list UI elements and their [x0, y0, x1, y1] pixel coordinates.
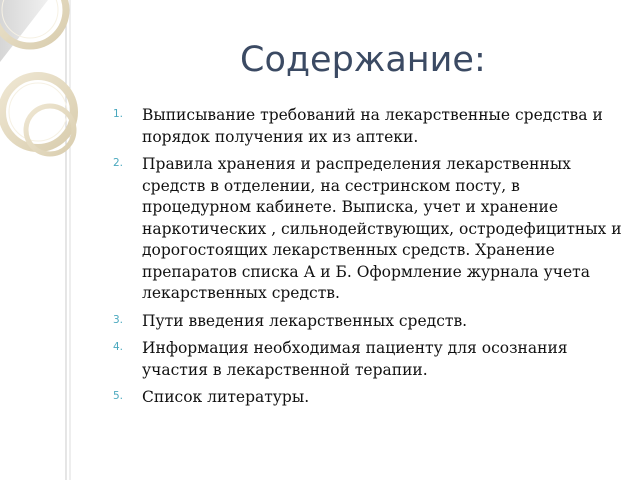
list-item — [113, 105, 628, 148]
slide-title: Содержание: — [240, 40, 486, 80]
list-item-number: 4. — [113, 341, 124, 353]
list-item-number: 1. — [113, 108, 124, 120]
contents-list — [113, 105, 628, 409]
list-item-text: Список литературы. — [142, 388, 310, 406]
list-item-text: Правила хранения и распределения лекарственных средств в отделении, на сестринском посту, в процедурном кабинете. Выписка, учет и хранение наркотических , сильнодействующих, остродефицитных и дорогостоящих лекарственных средств. Хранение препаратов списка А и Б. Оформление журнала учета лекарственных средств. — [142, 155, 622, 302]
list-item-text: Пути введения лекарственных средств. — [142, 311, 468, 330]
corner-wedge-shape — [0, 0, 48, 62]
list-item-number: 5. — [113, 390, 124, 402]
list-item — [113, 338, 628, 381]
decorative-rings-graphic — [0, 0, 100, 480]
list-item-number: 2. — [113, 157, 124, 169]
list-item — [113, 387, 628, 409]
list-item-text: Выписывание требований на лекарственные средства и порядок получения их из аптеки. — [142, 106, 603, 146]
list-item-text: Информация необходимая пациенту для осознания участия в лекарственной терапии. — [142, 339, 568, 379]
list-item-number: 3. — [113, 313, 124, 326]
list-item — [113, 154, 628, 305]
list-item — [113, 311, 628, 333]
table-of-contents — [113, 105, 628, 415]
